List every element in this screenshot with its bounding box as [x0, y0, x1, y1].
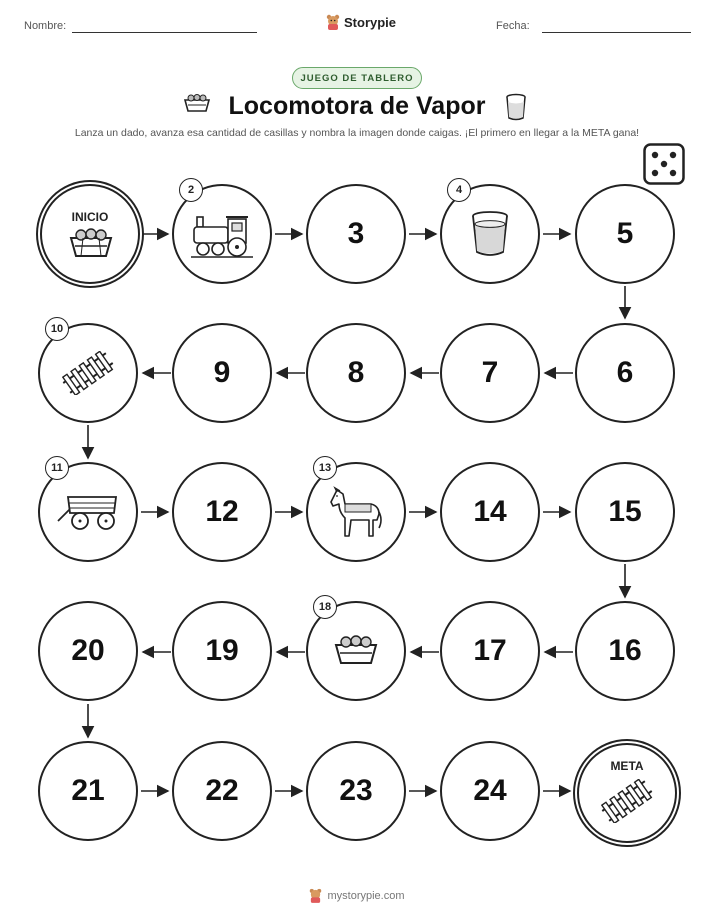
space-number-badge: 10 — [45, 317, 69, 341]
space-number-badge: 13 — [313, 456, 337, 480]
board-space-5 — [575, 184, 675, 284]
board-space-11 — [38, 462, 138, 562]
railway-track-icon — [62, 351, 114, 395]
goal-label: META — [610, 759, 644, 773]
bear-icon — [309, 888, 322, 903]
start-label: INICIO — [71, 210, 109, 224]
board-space-12 — [172, 462, 272, 562]
space-number: 24 — [473, 774, 507, 807]
board-space-2 — [172, 184, 272, 284]
board-space-10 — [38, 323, 138, 423]
start-space — [40, 184, 140, 284]
space-number: 17 — [473, 634, 507, 667]
board-space-6 — [575, 323, 675, 423]
space-number: 19 — [205, 634, 239, 667]
board-space-24 — [440, 741, 540, 841]
space-number: 15 — [608, 495, 642, 528]
horse-icon — [329, 486, 383, 538]
board-space-20 — [38, 601, 138, 701]
board-space-16 — [575, 601, 675, 701]
space-number: 6 — [616, 356, 634, 389]
board-space-8 — [306, 323, 406, 423]
space-number: 16 — [608, 634, 642, 667]
category-tag: JUEGO DE TABLERO — [292, 67, 422, 89]
water-glass-icon — [469, 210, 511, 258]
brand-name: Storypie — [344, 14, 397, 30]
wagon-icon — [56, 491, 120, 533]
space-number-badge: 2 — [179, 178, 203, 202]
space-number-badge: 18 — [313, 595, 337, 619]
locomotive-icon — [191, 209, 253, 259]
space-number: 8 — [347, 356, 365, 389]
board-space-14 — [440, 462, 540, 562]
space-number: 14 — [473, 495, 507, 528]
space-number: 21 — [71, 774, 105, 807]
space-number: 22 — [205, 774, 239, 807]
board-space-17 — [440, 601, 540, 701]
goal-space — [577, 743, 677, 843]
coal-cart-icon — [332, 633, 380, 669]
name-label: Nombre: — [24, 20, 67, 32]
space-number-badge: 11 — [45, 456, 69, 480]
space-number: 23 — [339, 774, 373, 807]
board-space-23 — [306, 741, 406, 841]
board-space-19 — [172, 601, 272, 701]
footer — [0, 888, 714, 903]
space-number: 20 — [71, 634, 105, 667]
page-title: Locomotora de Vapor — [228, 92, 486, 120]
board-space-15 — [575, 462, 675, 562]
board-space-18 — [306, 601, 406, 701]
space-number: 12 — [205, 495, 239, 528]
board-space-3 — [306, 184, 406, 284]
instructions: Lanza un dado, avanza esa cantidad de casillas y nombra la imagen donde caigas. ¡El primero en llegar a la META gana! — [74, 127, 640, 139]
space-number: 3 — [347, 217, 365, 250]
board-space-4 — [440, 184, 540, 284]
space-number: 7 — [481, 356, 499, 389]
board-space-21 — [38, 741, 138, 841]
space-number: 9 — [213, 356, 231, 389]
date-label: Fecha: — [496, 20, 530, 32]
space-number-badge: 4 — [447, 178, 471, 202]
space-number: 5 — [616, 217, 634, 250]
board-space-7 — [440, 323, 540, 423]
board-space-13 — [306, 462, 406, 562]
coal-cart-icon — [67, 226, 115, 262]
board-space-9 — [172, 323, 272, 423]
railway-track-icon — [601, 779, 653, 823]
footer-url[interactable]: mystorypie.com — [327, 889, 405, 902]
board-space-22 — [172, 741, 272, 841]
